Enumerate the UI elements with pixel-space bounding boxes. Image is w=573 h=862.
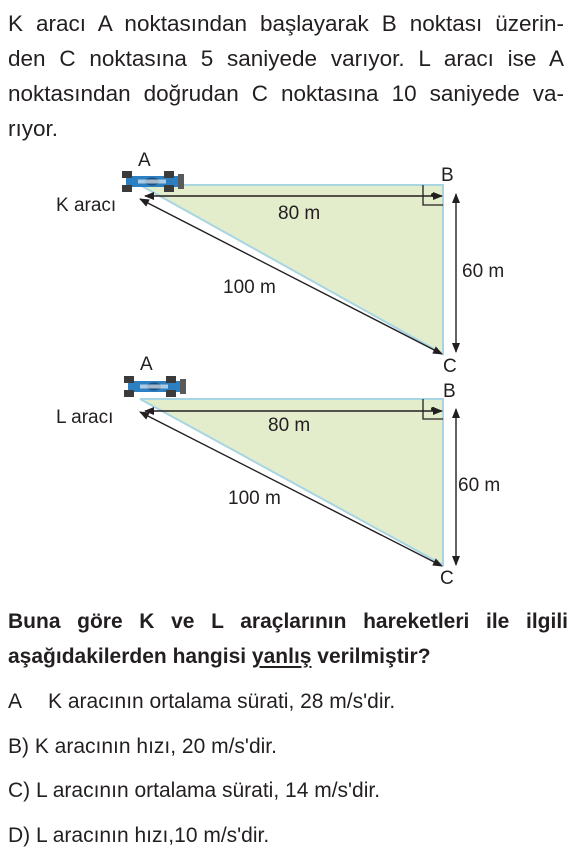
option-letter: C) <box>8 773 30 809</box>
label-side-bc-k: 60 m <box>462 261 504 282</box>
option-text: L aracının ortalama sürati, 14 m/s'dir. <box>36 779 380 802</box>
triangle-l <box>56 354 500 589</box>
option-letter: B) <box>8 729 29 765</box>
option-text: K aracının hızı, 20 m/s'dir. <box>35 735 277 758</box>
option-b[interactable] <box>8 729 395 774</box>
option-c[interactable] <box>8 773 395 818</box>
label-vehicle-l: L aracı <box>56 407 113 428</box>
label-vehicle-k: K aracı <box>56 195 116 216</box>
label-side-ab-k: 80 m <box>278 203 320 224</box>
label-point-c-k: C <box>443 356 457 377</box>
option-d[interactable] <box>8 818 395 862</box>
label-side-ac-k: 100 m <box>223 277 276 298</box>
problem-line: K aracı A noktasından başlayarak B noktası üzerin- <box>8 6 564 41</box>
label-point-c-l: C <box>440 568 454 589</box>
option-text: L aracının hızı,10 m/s'dir. <box>36 824 269 847</box>
race-car-icon <box>124 376 186 397</box>
label-point-b-l: B <box>443 381 456 402</box>
emphasis-word: yanlış <box>252 645 312 668</box>
option-a[interactable] <box>8 684 395 729</box>
problem-line: den C noktasına 5 saniyede varıyor. L aracı ise A <box>8 41 564 76</box>
option-letter: D) <box>8 818 30 854</box>
answer-options <box>8 684 395 862</box>
triangle-k <box>56 150 504 377</box>
label-point-a-k: A <box>138 150 151 171</box>
problem-line: noktasından doğrudan C noktasına 10 saniyede va- <box>8 76 564 111</box>
label-side-ac-l: 100 m <box>228 488 281 509</box>
question-line2-start: aşağıdakilerden hangisi <box>8 645 252 668</box>
label-point-a-l: A <box>140 354 153 375</box>
label-point-b-k: B <box>441 165 454 186</box>
label-side-bc-l: 60 m <box>458 475 500 496</box>
option-letter: A <box>8 684 48 720</box>
question-line2-end: verilmiştir? <box>311 645 430 668</box>
question-text <box>8 604 568 674</box>
question-line: Buna göre K ve L araçlarının hareketleri ile ilgili <box>8 604 568 639</box>
option-text: K aracının ortalama sürati, 28 m/s'dir. <box>48 690 395 713</box>
question-line <box>8 639 568 674</box>
problem-line: rıyor. <box>8 111 564 146</box>
label-side-ab-l: 80 m <box>268 415 310 436</box>
